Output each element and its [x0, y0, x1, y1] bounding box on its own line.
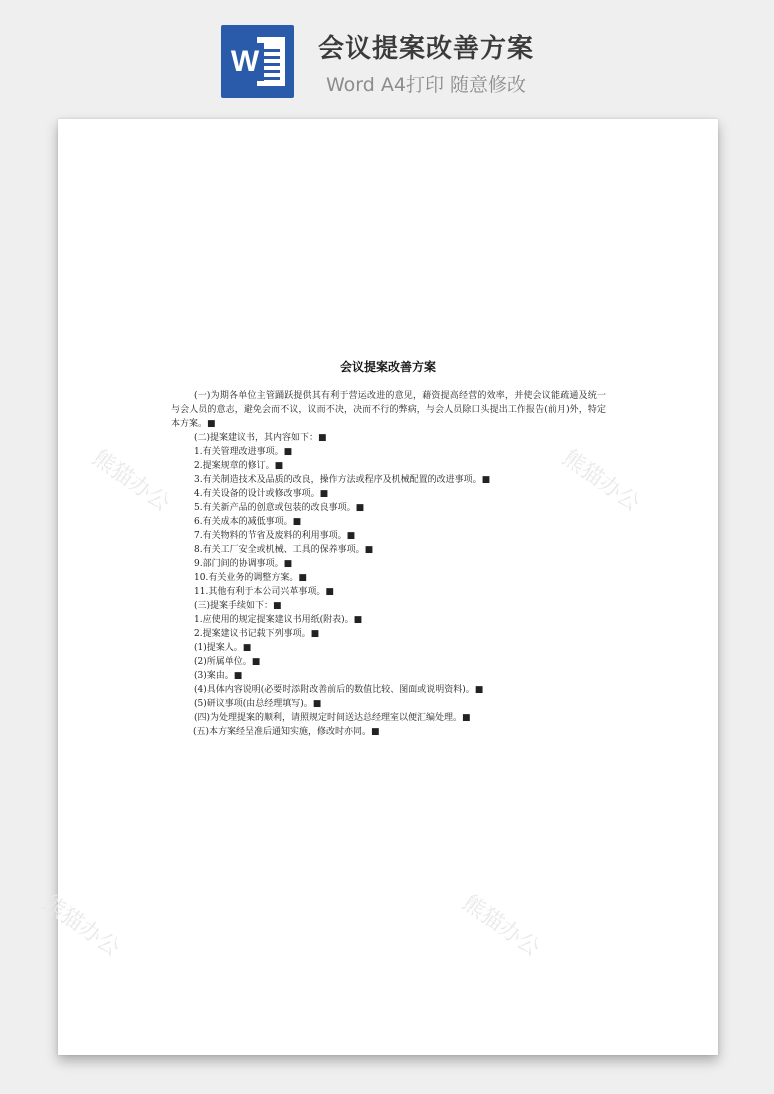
watermark: 熊猫办公 — [87, 445, 175, 517]
body-line: 9.部门间的协调事项。■ — [194, 559, 293, 569]
body-line: (三)提案手续如下：■ — [194, 601, 282, 611]
document-page — [37, 119, 718, 1055]
document-title: 会议提案改善方案 — [339, 360, 436, 374]
body-line: 2.提案建议书记载下列事项。■ — [194, 629, 320, 639]
header — [0, 0, 774, 110]
body-line: 11.其他有利于本公司兴革事项。■ — [194, 587, 334, 597]
body-line: (四)为处理提案的顺利，请照规定时间送达总经理室以便汇编处理。■ — [194, 713, 471, 723]
body-line: (1)提案人。■ — [194, 643, 252, 653]
word-doc-icon — [221, 25, 294, 98]
final-line: (五)本方案经呈准后通知实施，修改时亦同。■ — [193, 727, 380, 737]
header-title: 会议提案改善方案 — [318, 34, 535, 64]
word-letter: W — [226, 43, 264, 81]
watermark: 熊猫办公 — [457, 890, 545, 962]
body-line: (5)研议事项(由总经理填写)。■ — [194, 699, 322, 709]
intro-paragraph: (一)为期各单位主管踊跃提供其有利于营运改进的意见，藉资提高经营的效率，并使会议能疏通及统一与会人员的意志，避免会而不议，议而不决，决而不行的弊病，与会人员除口头提出工作报告(前月)外，特定本方案。■ — [171, 391, 606, 429]
body-line: 8.有关工厂安全或机械、工具的保养事项。■ — [194, 545, 374, 555]
body-line: (二)提案建议书，其内容如下：■ — [194, 433, 327, 443]
body-line: 7.有关物料的节省及废料的利用事项。■ — [194, 531, 356, 541]
document-body — [171, 389, 606, 739]
body-line: 2.提案规章的修订。■ — [194, 461, 284, 471]
body-line: 1.应使用的规定提案建议书用纸(附表)。■ — [194, 615, 363, 625]
body-line: (4)具体内容说明(必要时添附改善前后的数值比较、图面或说明资料)。■ — [194, 685, 484, 695]
body-line: (2)所属单位。■ — [194, 657, 261, 667]
body-line: (3)案由。■ — [194, 671, 243, 681]
body-line: 5.有关新产品的创意或包装的改良事项。■ — [194, 503, 365, 513]
body-line: 6.有关成本的减低事项。■ — [194, 517, 302, 527]
body-line: 10.有关业务的调整方案。■ — [194, 573, 307, 583]
body-line: 1.有关管理改进事项。■ — [194, 447, 293, 457]
body-line: 3.有关制造技术及品质的改良，操作方法或程序及机械配置的改进事项。■ — [194, 475, 491, 485]
watermark: 熊猫办公 — [37, 890, 125, 962]
watermark: 熊猫办公 — [557, 445, 645, 517]
header-subtitle: Word A4打印 随意修改 — [326, 74, 527, 96]
body-line: 4.有关设备的设计或修改事项。■ — [194, 489, 329, 499]
